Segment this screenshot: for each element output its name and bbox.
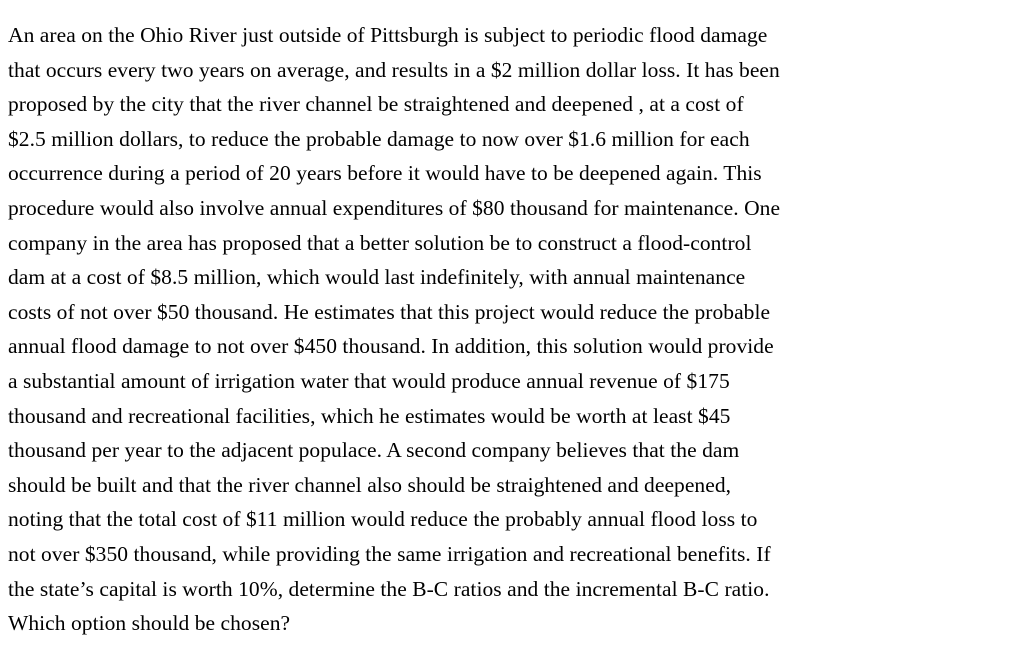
text-line: proposed by the city that the river channel be straightened and deepened , at a cost of bbox=[8, 92, 744, 117]
text-line: thousand and recreational facilities, which he estimates would be worth at least $45 bbox=[8, 403, 731, 428]
text-line: occurrence during a period of 20 years before it would have to be deepened again. This bbox=[8, 161, 762, 186]
text-line: noting that the total cost of $11 million would reduce the probably annual flood loss to bbox=[8, 507, 758, 532]
text-line: the state’s capital is worth 10%, determine the B-C ratios and the incremental B-C ratio. bbox=[8, 576, 770, 601]
text-line: that occurs every two years on average, and results in a $2 million dollar loss. It has been bbox=[8, 57, 780, 82]
text-line: not over $350 thousand, while providing the same irrigation and recreational benefits. If bbox=[8, 541, 771, 566]
text-line: Which option should be chosen? bbox=[8, 611, 291, 636]
text-line: company in the area has proposed that a better solution be to construct a flood-control bbox=[8, 230, 752, 255]
text-line: a substantial amount of irrigation water that would produce annual revenue of $175 bbox=[8, 368, 730, 393]
text-line: thousand per year to the adjacent populace. A second company believes that the dam bbox=[8, 438, 740, 463]
text-line: procedure would also involve annual expenditures of $80 thousand for maintenance. One bbox=[8, 195, 781, 220]
text-line: An area on the Ohio River just outside of Pittsburgh is subject to periodic flood damage bbox=[8, 23, 768, 47]
text-line: $2.5 million dollars, to reduce the probable damage to now over $1.6 million for each bbox=[8, 126, 750, 151]
text-line: dam at a cost of $8.5 million, which would last indefinitely, with annual maintenance bbox=[8, 265, 746, 290]
text-line: should be built and that the river channel also should be straightened and deepened, bbox=[8, 472, 732, 497]
text-line: annual flood damage to not over $450 thousand. In addition, this solution would provide bbox=[8, 334, 774, 359]
problem-text bbox=[8, 18, 1018, 641]
text-line: costs of not over $50 thousand. He estimates that this project would reduce the probable bbox=[8, 299, 771, 324]
